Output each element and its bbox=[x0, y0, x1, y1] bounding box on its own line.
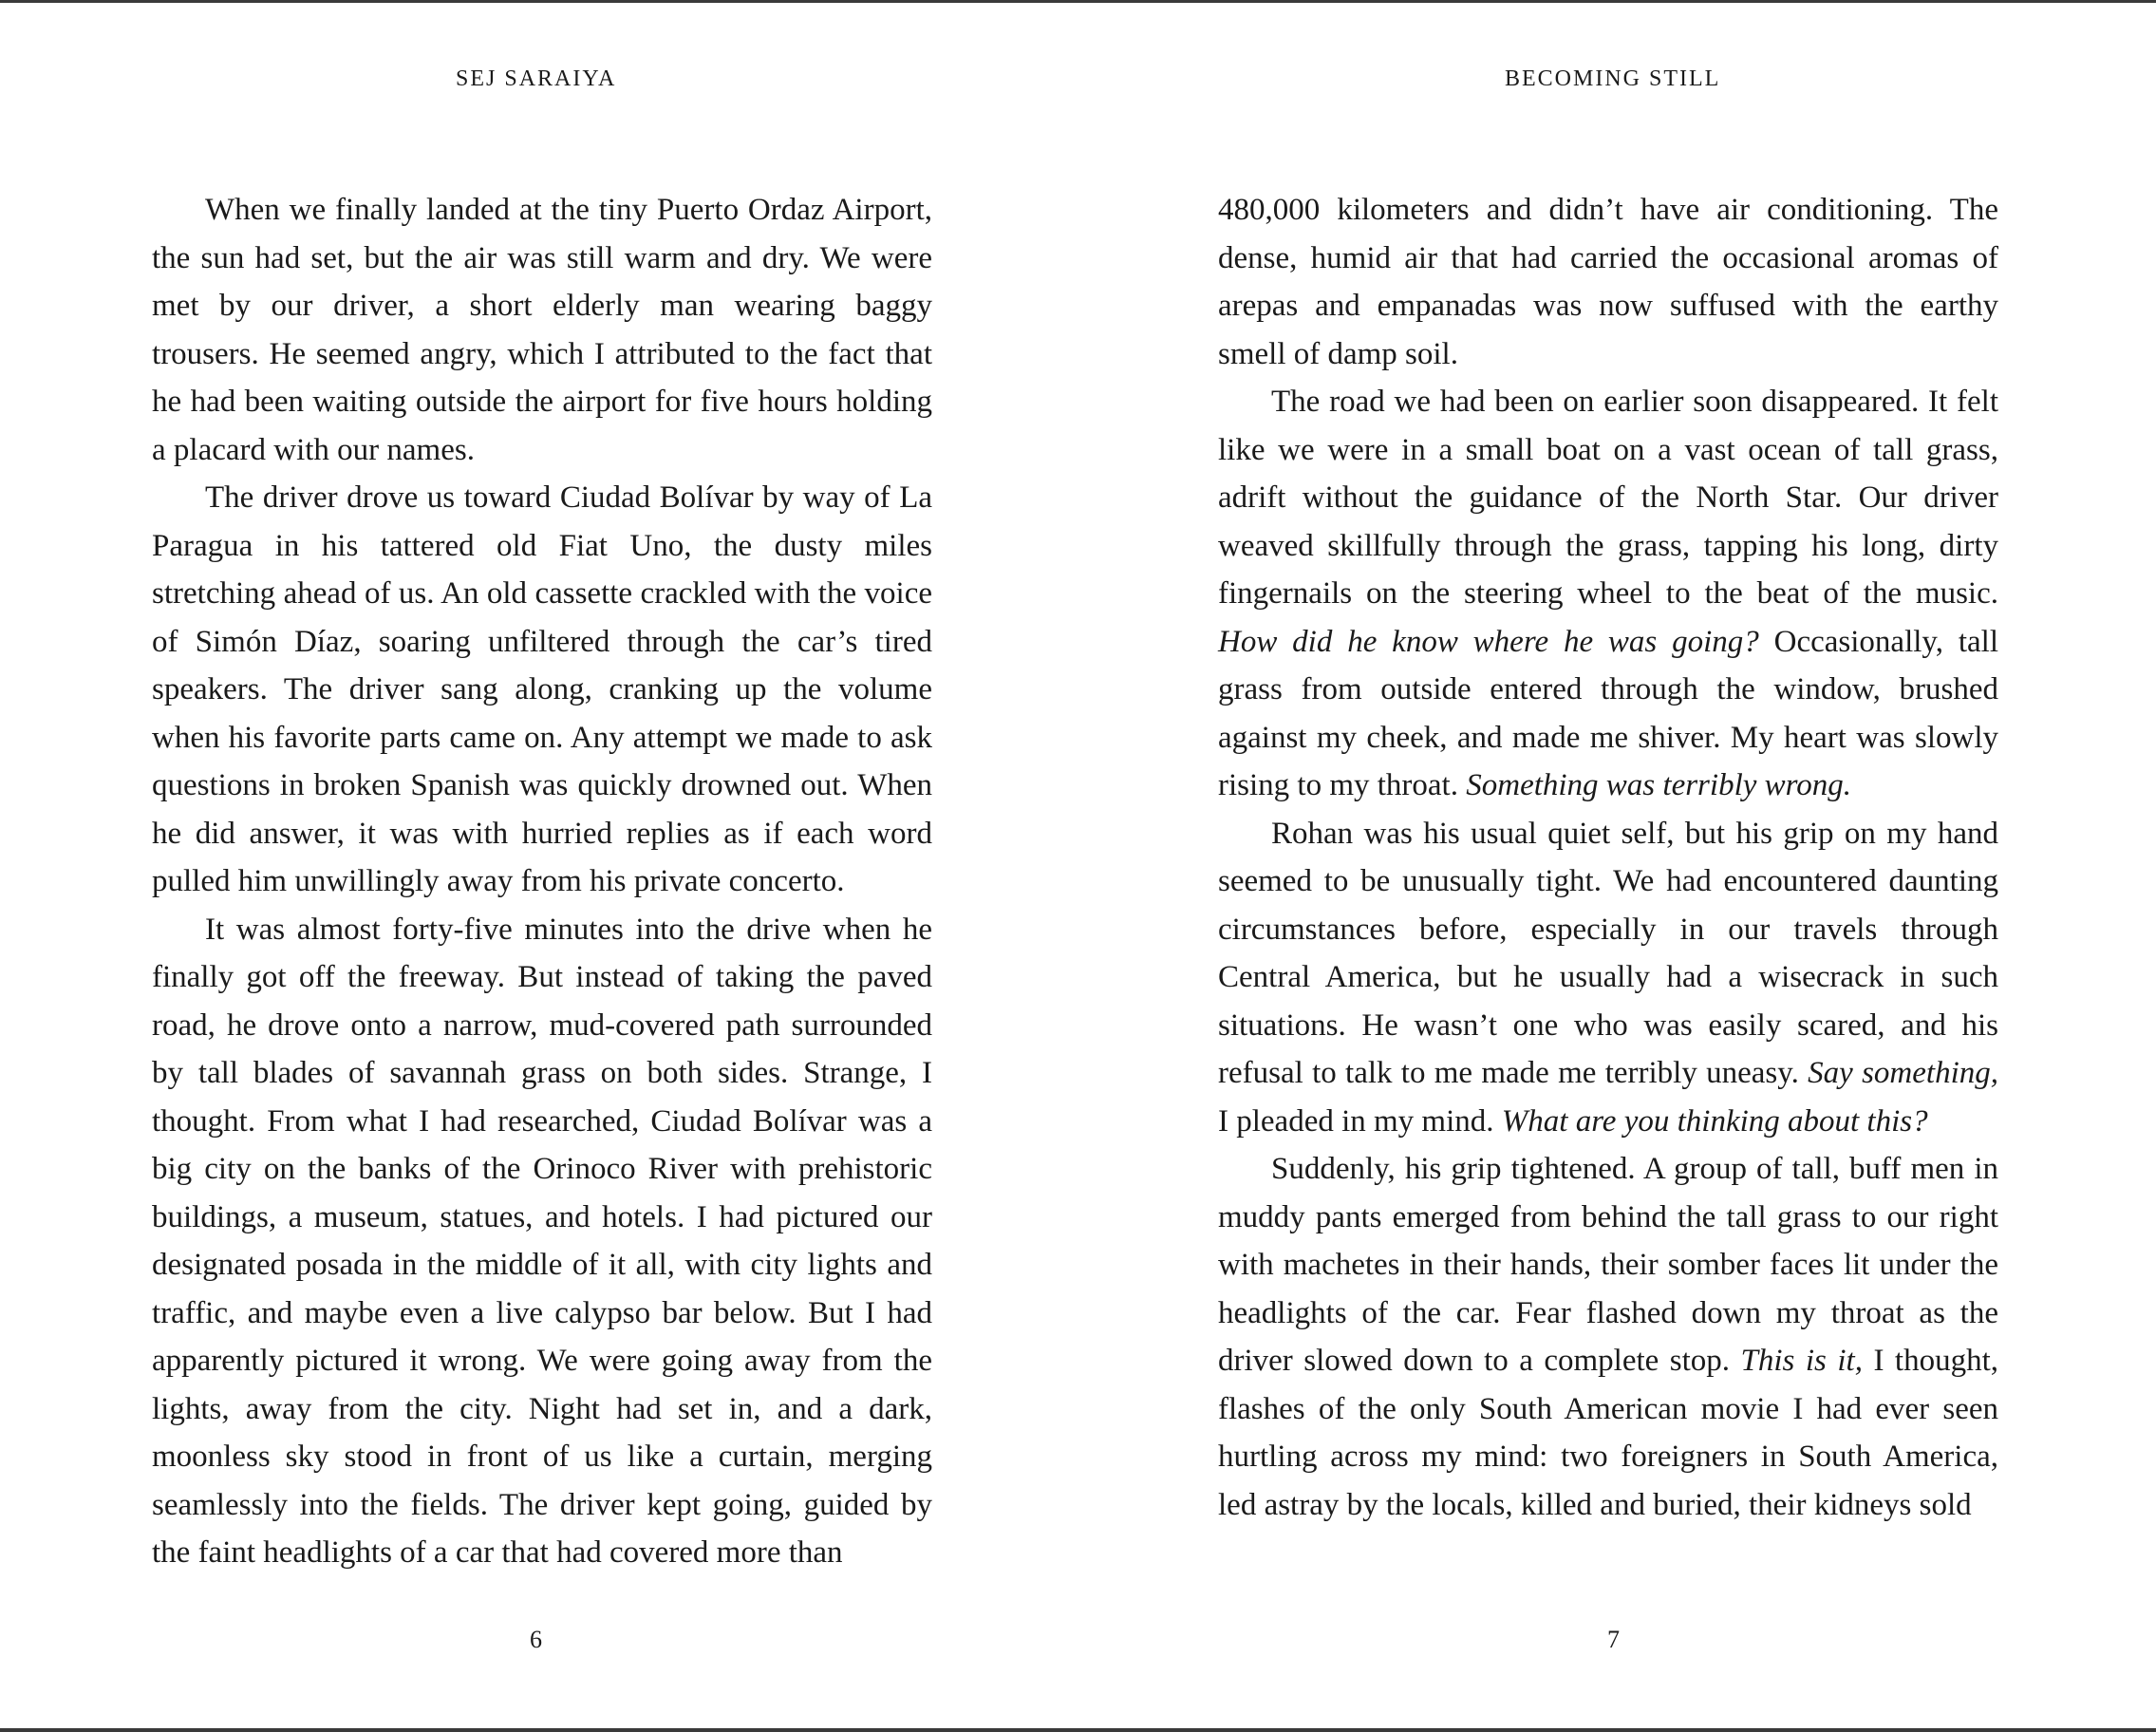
right-page-body bbox=[1218, 186, 1998, 1529]
text-run: The road we had been on earlier soon disappeared. It felt like we were in a small boat on a vast ocean of tall grass, adrift without the guidance of the North Star. Our driver weaved skillfully through the grass, tapping his long, dirty fingernails on the steering wheel to the beat of the music. bbox=[1218, 385, 1998, 611]
paragraph: The driver drove us toward Ciudad Bolívar by way of La Paragua in his tattered old Fiat Uno, the dusty miles stretching ahead of us. An old cassette crackled with the voice of Simón Díaz, soaring unfiltered through the car’s tired speakers. The driver sang along, cranking up the volume when his favorite parts came on. Any attempt we made to ask questions in broken Spanish was quickly drowned out. When he did answer, it was with hurried replies as if each word pulled him unwillingly away from his private concerto. bbox=[152, 480, 932, 898]
left-page bbox=[0, 0, 1063, 1726]
running-head-title: BECOMING STILL bbox=[1505, 66, 1721, 91]
paragraph: When we finally landed at the tiny Puerto Ordaz Airport, the sun had set, but the air was still warm and dry. We were met by our driver, a short elderly man wearing baggy trousers. He seemed angry, which I attributed to the fact that he had been waiting outside the airport for five hours holding a placard with our names. bbox=[152, 193, 932, 467]
text-run: Rohan was his usual quiet self, but his grip on my hand seemed to be unusually tight. We had encountered daunting circumstances before, especially in our travels through Central America, but he usually had a wisecrack in such situations. He wasn’t one who was easily scared, and his refusal to talk to me made me terribly uneasy. bbox=[1218, 816, 1998, 1090]
paragraph-continued: 480,000 kilometers and didn’t have air conditioning. The dense, humid air that had carried the occasional aromas of arepas and empanadas was now suffused with the earthy smell of damp soil. bbox=[1218, 193, 1998, 371]
running-head-author: SEJ SARAIYA bbox=[456, 66, 617, 91]
italic-thought: What are you thinking about this? bbox=[1501, 1103, 1928, 1139]
paragraph bbox=[1218, 1145, 1998, 1529]
left-page-body bbox=[152, 186, 932, 1577]
italic-thought: Say something, bbox=[1808, 1056, 1998, 1090]
text-run: I thought, flashes of the only South American movie I had ever seen hurtling across my mind: two foreigners in South America, led astray by the locals, killed and buried, their kidneys sold bbox=[1218, 1344, 1999, 1522]
bottom-edge-line bbox=[0, 1728, 2156, 1732]
italic-thought: Something was terribly wrong. bbox=[1466, 768, 1852, 802]
text-run: Occasionally, tall grass from outside entered through the window, brushed against my cheek, and made me shiver. My heart was slowly rising to my throat. bbox=[1218, 624, 1999, 802]
paragraph bbox=[1218, 378, 1998, 810]
italic-thought: This is it, bbox=[1740, 1344, 1863, 1378]
paragraph bbox=[1218, 810, 1998, 1146]
right-page bbox=[1068, 0, 2131, 1726]
text-run: Suddenly, his grip tightened. A group of tall, buff men in muddy pants emerged from behind the tall grass to our right with machetes in their hands, their somber faces lit under the headlights of the car. Fear flashed down my throat as the driver slowed down to a complete stop. bbox=[1218, 1152, 1998, 1378]
page-number: 6 bbox=[530, 1626, 542, 1653]
italic-thought: How did he know where he was going? bbox=[1218, 624, 1759, 659]
page-number: 7 bbox=[1607, 1626, 1620, 1653]
paragraph: It was almost forty-five minutes into the drive when he finally got off the freeway. But instead of taking the paved road, he drove onto a narrow, mud-covered path surrounded by tall blades of savannah grass on both sides. Strange, I thought. From what I had researched, Ciudad Bolívar was a big city on the banks of the Orinoco River with prehistoric buildings, a museum, statues, and hotels. I had pictured our designated posada in the middle of it all, with city lights and traffic, and maybe even a live calypso bar below. But I had apparently pictured it wrong. We were going away from the lights, away from the city. Night had set in, and a dark, moonless sky stood in front of us like a curtain, merging seamlessly into the fields. The driver kept going, guided by the faint headlights of a car that had covered more than bbox=[152, 912, 932, 1570]
text-run: I pleaded in my mind. bbox=[1218, 1103, 1502, 1139]
